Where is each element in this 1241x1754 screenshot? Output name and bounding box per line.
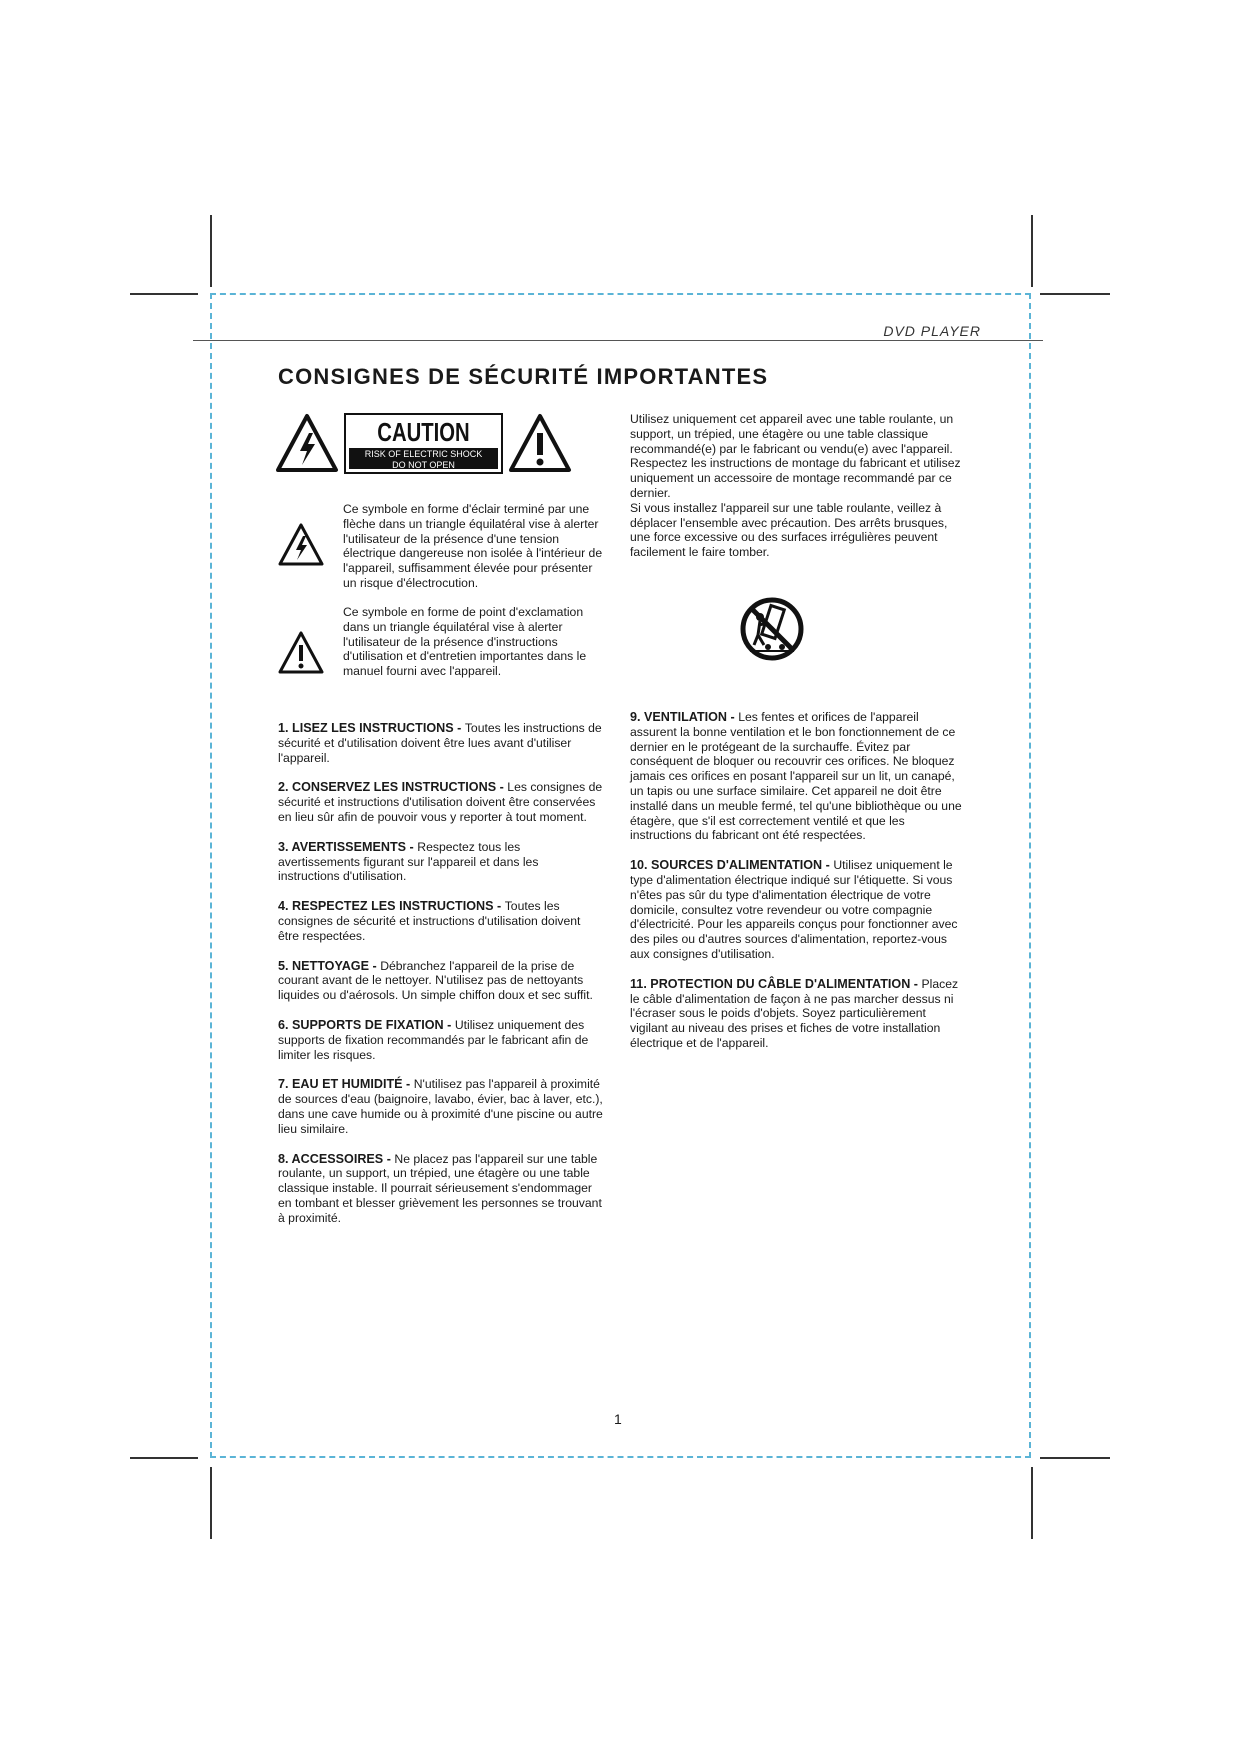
caution-band bbox=[349, 448, 498, 469]
item-text: Toutes les consignes de sécurité et instructions d'utilisation doivent être respectées. bbox=[278, 899, 581, 943]
page-number: 1 bbox=[614, 1411, 622, 1427]
page-title: CONSIGNES DE SÉCURITÉ IMPORTANTES bbox=[278, 364, 769, 389]
item-heading: 3. AVERTISSEMENTS - bbox=[278, 839, 418, 854]
caution-line-2: DO NOT OPEN bbox=[392, 460, 455, 470]
item-heading: 5. NETTOYAGE - bbox=[278, 958, 381, 973]
item-heading: 1. LISEZ LES INSTRUCTIONS - bbox=[278, 721, 465, 735]
symbol-description: Ce symbole en forme de point d'exclamation dans un triangle équilatéral vise à alerter l'utilisateur de la présence d'instructions d'utilisation et d'entretien importantes dans le manuel fourni avec l'appareil. bbox=[343, 605, 587, 679]
item-text: Utilisez uniquement le type d'alimentation électrique indiqué sur l'étiquette. Si vous n'êtes pas sûr du type d'alimentation électrique de votre domicile, consultez votre revendeur ou votre compagnie d'électricité. Pour les appareils conçus pour fonctionner avec des piles ou d'autres sources d'alimentation, reportez-vous aux consignes d'utilisation. bbox=[630, 858, 958, 961]
item-heading: 11. PROTECTION DU CÂBLE D'ALIMENTATION - bbox=[630, 976, 922, 991]
crop-mark bbox=[1040, 1457, 1110, 1459]
instruction-item bbox=[278, 1018, 603, 1062]
caution-word: CAUTION bbox=[377, 417, 470, 447]
item-text: Les fentes et orifices de l'appareil assurent la bonne ventilation et le bon fonctionnement de ce dernier en le protégeant de la surchauffe. Évitez par conséquent de bloquer ou recouvrir ces orifices. Ne bloquez jamais ces orifices en posant l'appareil sur un lit, un canapé, un tapis ou une surface similaire. Cet appareil ne doit être installé dans un meuble fermé, tel qu'une bibliothèque ou une étagère, que s'il est correctement ventilé et que les instructions du fabricant ont été respectées. bbox=[630, 710, 962, 843]
item-text: Placez le câble d'alimentation de façon à ne pas marcher dessus ni l'écraser sous le poids d'objets. Soyez particulièrement vigilant au niveau des prises et fiches de votre installation électrique et de l'appareil. bbox=[630, 976, 959, 1050]
right-column bbox=[630, 710, 966, 1066]
item-heading: 9. VENTILATION - bbox=[630, 710, 739, 724]
item-text: Utilisez uniquement des supports de fixation recommandés par le fabricant afin de limiter les risques. bbox=[278, 1017, 589, 1062]
item-text: Respectez tous les avertissements figurant sur l'appareil et dans les instructions d'utilisation. bbox=[278, 839, 539, 884]
instruction-item bbox=[278, 899, 603, 943]
item-heading: 10. SOURCES D'ALIMENTATION - bbox=[630, 858, 834, 873]
item-heading: 7. EAU ET HUMIDITÉ - bbox=[278, 1077, 414, 1092]
instruction-item bbox=[278, 959, 603, 1003]
item-text: Débranchez l'appareil de la prise de courant avant de le nettoyer. N'utilisez pas de nettoyants liquides ou d'aérosols. Un simple chiffon doux et sec suffit. bbox=[278, 958, 593, 1003]
item-text: Ne placez pas l'appareil sur une table roulante, un support, un trépied, une étagère ou une table classique instable. Il pourrait sérieusement s'endommager en tombant et blesser grièvement les personnes se trouvant à proximité. bbox=[278, 1151, 602, 1225]
crop-mark bbox=[130, 1457, 198, 1459]
right-intro bbox=[630, 412, 966, 560]
exclamation-triangle-icon bbox=[508, 413, 572, 478]
instruction-item bbox=[278, 1077, 603, 1136]
exclamation-triangle-icon bbox=[278, 631, 324, 680]
instruction-item bbox=[630, 858, 966, 962]
caution-line-1: RISK OF ELECTRIC SHOCK bbox=[364, 449, 483, 459]
item-text: N'utilisez pas l'appareil à proximité de sources d'eau (baignoire, lavabo, évier, bac à laver, etc.), dans une cave humide ou à proximité d'une piscine ou autre lieu similaire. bbox=[278, 1077, 603, 1136]
intro-paragraph: Si vous installez l'appareil sur une table roulante, veillez à déplacer l'ensemble avec précaution. Des arrêts brusques, une force excessive ou des surfaces irrégulières peuvent facilement le faire tomber. bbox=[630, 500, 948, 560]
instruction-item bbox=[278, 1152, 603, 1226]
left-column bbox=[278, 721, 603, 1241]
crop-mark bbox=[130, 293, 198, 295]
item-heading: 8. ACCESSOIRES - bbox=[278, 1151, 395, 1166]
item-text: Toutes les instructions de sécurité et d'utilisation doivent être lues avant d'utiliser l'appareil. bbox=[278, 721, 602, 765]
item-text: Les consignes de sécurité et instructions d'utilisation doivent être conservées en lieu sûr afin de pouvoir vous y reporter à tout moment. bbox=[278, 780, 603, 824]
crop-mark bbox=[1040, 293, 1110, 295]
lightning-triangle-icon bbox=[278, 523, 324, 572]
header-label: DVD PLAYER bbox=[883, 323, 981, 339]
item-heading: 4. RESPECTEZ LES INSTRUCTIONS - bbox=[278, 899, 505, 914]
instruction-item bbox=[630, 977, 966, 1051]
crop-mark bbox=[1031, 1467, 1033, 1539]
header-rule bbox=[193, 340, 1043, 341]
item-heading: 2. CONSERVEZ LES INSTRUCTIONS - bbox=[278, 780, 508, 795]
crop-mark bbox=[1031, 215, 1033, 287]
instruction-item bbox=[630, 710, 966, 843]
intro-paragraph: Utilisez uniquement cet appareil avec une table roulante, un support, un trépied, une étagère ou une table classique recommandé(e) par le fabricant ou vendu(e) avec l'appareil. Respectez les instructions de montage du fabricant et utilisez uniquement un accessoire de montage recommandé par ce dernier. bbox=[630, 412, 961, 500]
lightning-triangle-icon bbox=[275, 413, 339, 478]
cart-tip-over-warning-icon bbox=[740, 595, 804, 690]
symbol-description: Ce symbole en forme d'éclair terminé par une flèche dans un triangle équilatéral vise à alerter l'utilisateur de la présence d'une tension électrique dangereuse non isolée à l'intérieur de l'appareil, suffisamment élevée pour présenter un risque d'électrocution. bbox=[343, 502, 603, 590]
crop-mark bbox=[210, 215, 212, 287]
item-heading: 6. SUPPORTS DE FIXATION - bbox=[278, 1017, 455, 1032]
caution-label bbox=[344, 413, 503, 474]
instruction-item bbox=[278, 780, 603, 824]
instruction-item bbox=[278, 840, 603, 884]
crop-mark bbox=[210, 1467, 212, 1539]
instruction-item bbox=[278, 721, 603, 765]
